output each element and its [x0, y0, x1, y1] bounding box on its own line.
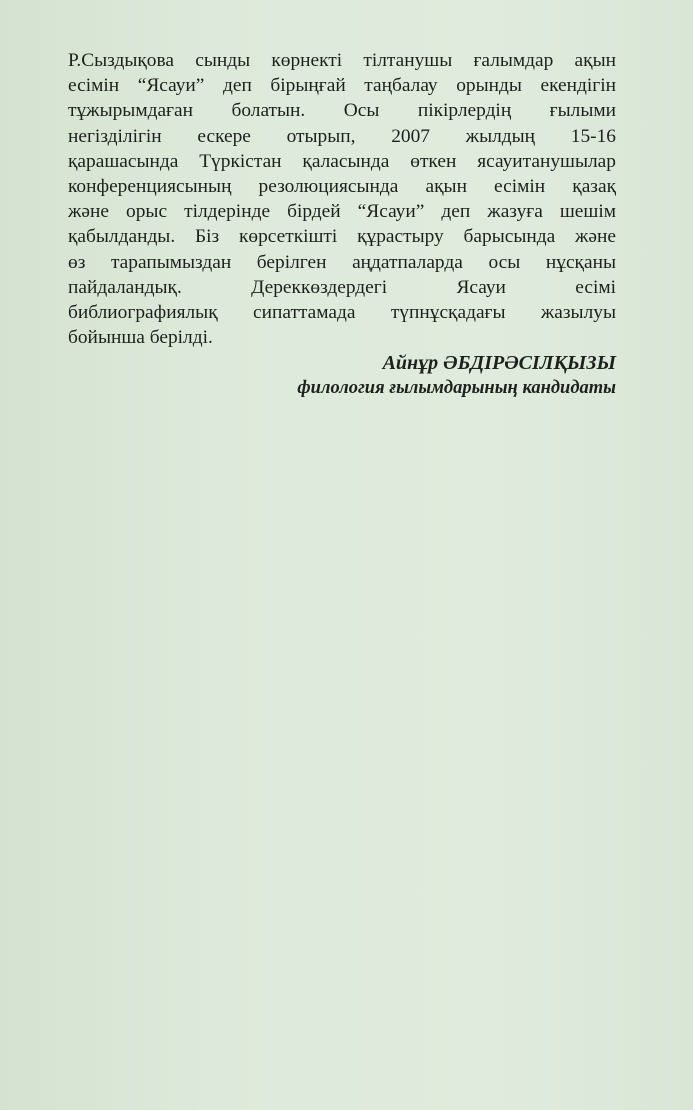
- text-line: тұжырымдаған болатын. Осы пікірлердің ғылыми: [68, 100, 616, 122]
- text-line: есімін “Ясауи” деп бірыңғай таңбалау орынды екендігін: [68, 75, 616, 97]
- text-line: өз тарапымыздан берілген аңдатпаларда осы нұсқаны: [68, 251, 616, 273]
- author-title: филология ғылымдарының кандидаты: [297, 378, 616, 398]
- body-paragraph: [68, 48, 616, 350]
- text-line: негізділігін ескере отырып, 2007 жылдың 15-16: [68, 125, 616, 147]
- text-line: және орыс тілдерінде бірдей “Ясауи” деп жазуға шешім: [68, 201, 616, 223]
- text-line: Р.Сыздықова сынды көрнекті тілтанушы ғалымдар ақын: [68, 50, 616, 71]
- text-line: конференциясының резолюциясында ақын есімін қазақ: [68, 176, 616, 198]
- text-line: қабылданды. Біз көрсеткішті құрастыру барысында және: [68, 226, 616, 248]
- text-line: бойынша берілді.: [68, 327, 213, 349]
- signature-block: [297, 350, 616, 400]
- author-name: Айнұр ӘБДІРӘСІЛҚЫЗЫ: [382, 352, 616, 374]
- text-line: пайдаландық. Дереккөздердегі Ясауи есімі: [68, 276, 616, 298]
- text-line: қарашасында Түркістан қаласында өткен ясауитанушылар: [68, 150, 616, 172]
- text-line: библиографиялық сипаттамада түпнұсқадағы жазылуы: [68, 302, 616, 324]
